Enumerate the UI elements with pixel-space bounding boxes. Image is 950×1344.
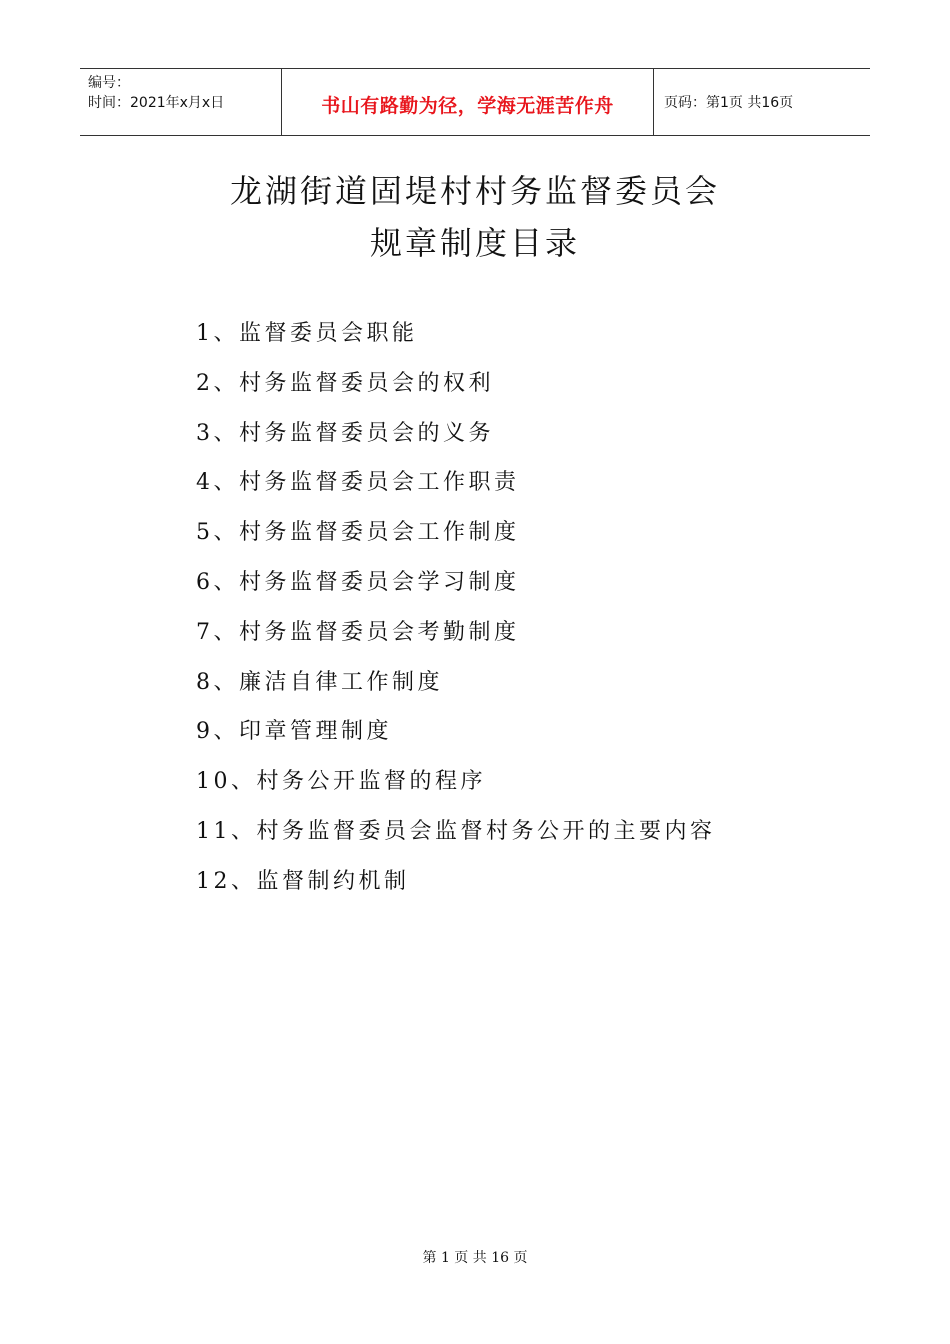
toc-item: 9、印章管理制度 [196,719,392,745]
toc-item: 2、村务监督委员会的权利 [196,370,494,396]
toc-item: 6、村务监督委员会学习制度 [196,569,520,595]
document-subtitle: 规章制度目录 [369,224,580,262]
document-time-label: 时间：2021年x月x日 [88,95,225,111]
toc-item: 4、村务监督委员会工作职责 [196,470,520,496]
toc-item: 11、村务监督委员会监督村务公开的主要内容 [196,818,716,844]
toc-item: 12、监督制约机制 [196,868,410,894]
header-motto-cell [282,69,654,135]
header-page-info-cell [654,69,870,135]
table-of-contents [196,314,716,912]
header-page-info: 页码：第1页 共16页 [664,95,794,111]
header-motto: 书山有路勤为径，学海无涯苦作舟 [321,94,614,117]
toc-item: 1、监督委员会职能 [196,321,418,346]
toc-item: 3、村务监督委员会的义务 [196,420,494,446]
toc-item: 8、廉洁自律工作制度 [196,669,443,695]
page-footer: 第 1 页 共 16 页 [422,1250,528,1266]
document-title: 龙湖街道固堤村村务监督委员会 [229,172,720,210]
header-meta [80,69,282,135]
document-number-label: 编号： [88,75,130,91]
toc-item: 7、村务监督委员会考勤制度 [196,619,520,645]
toc-item: 10、村务公开监督的程序 [196,769,486,795]
toc-item: 5、村务监督委员会工作制度 [196,520,520,546]
document-header [80,68,870,136]
